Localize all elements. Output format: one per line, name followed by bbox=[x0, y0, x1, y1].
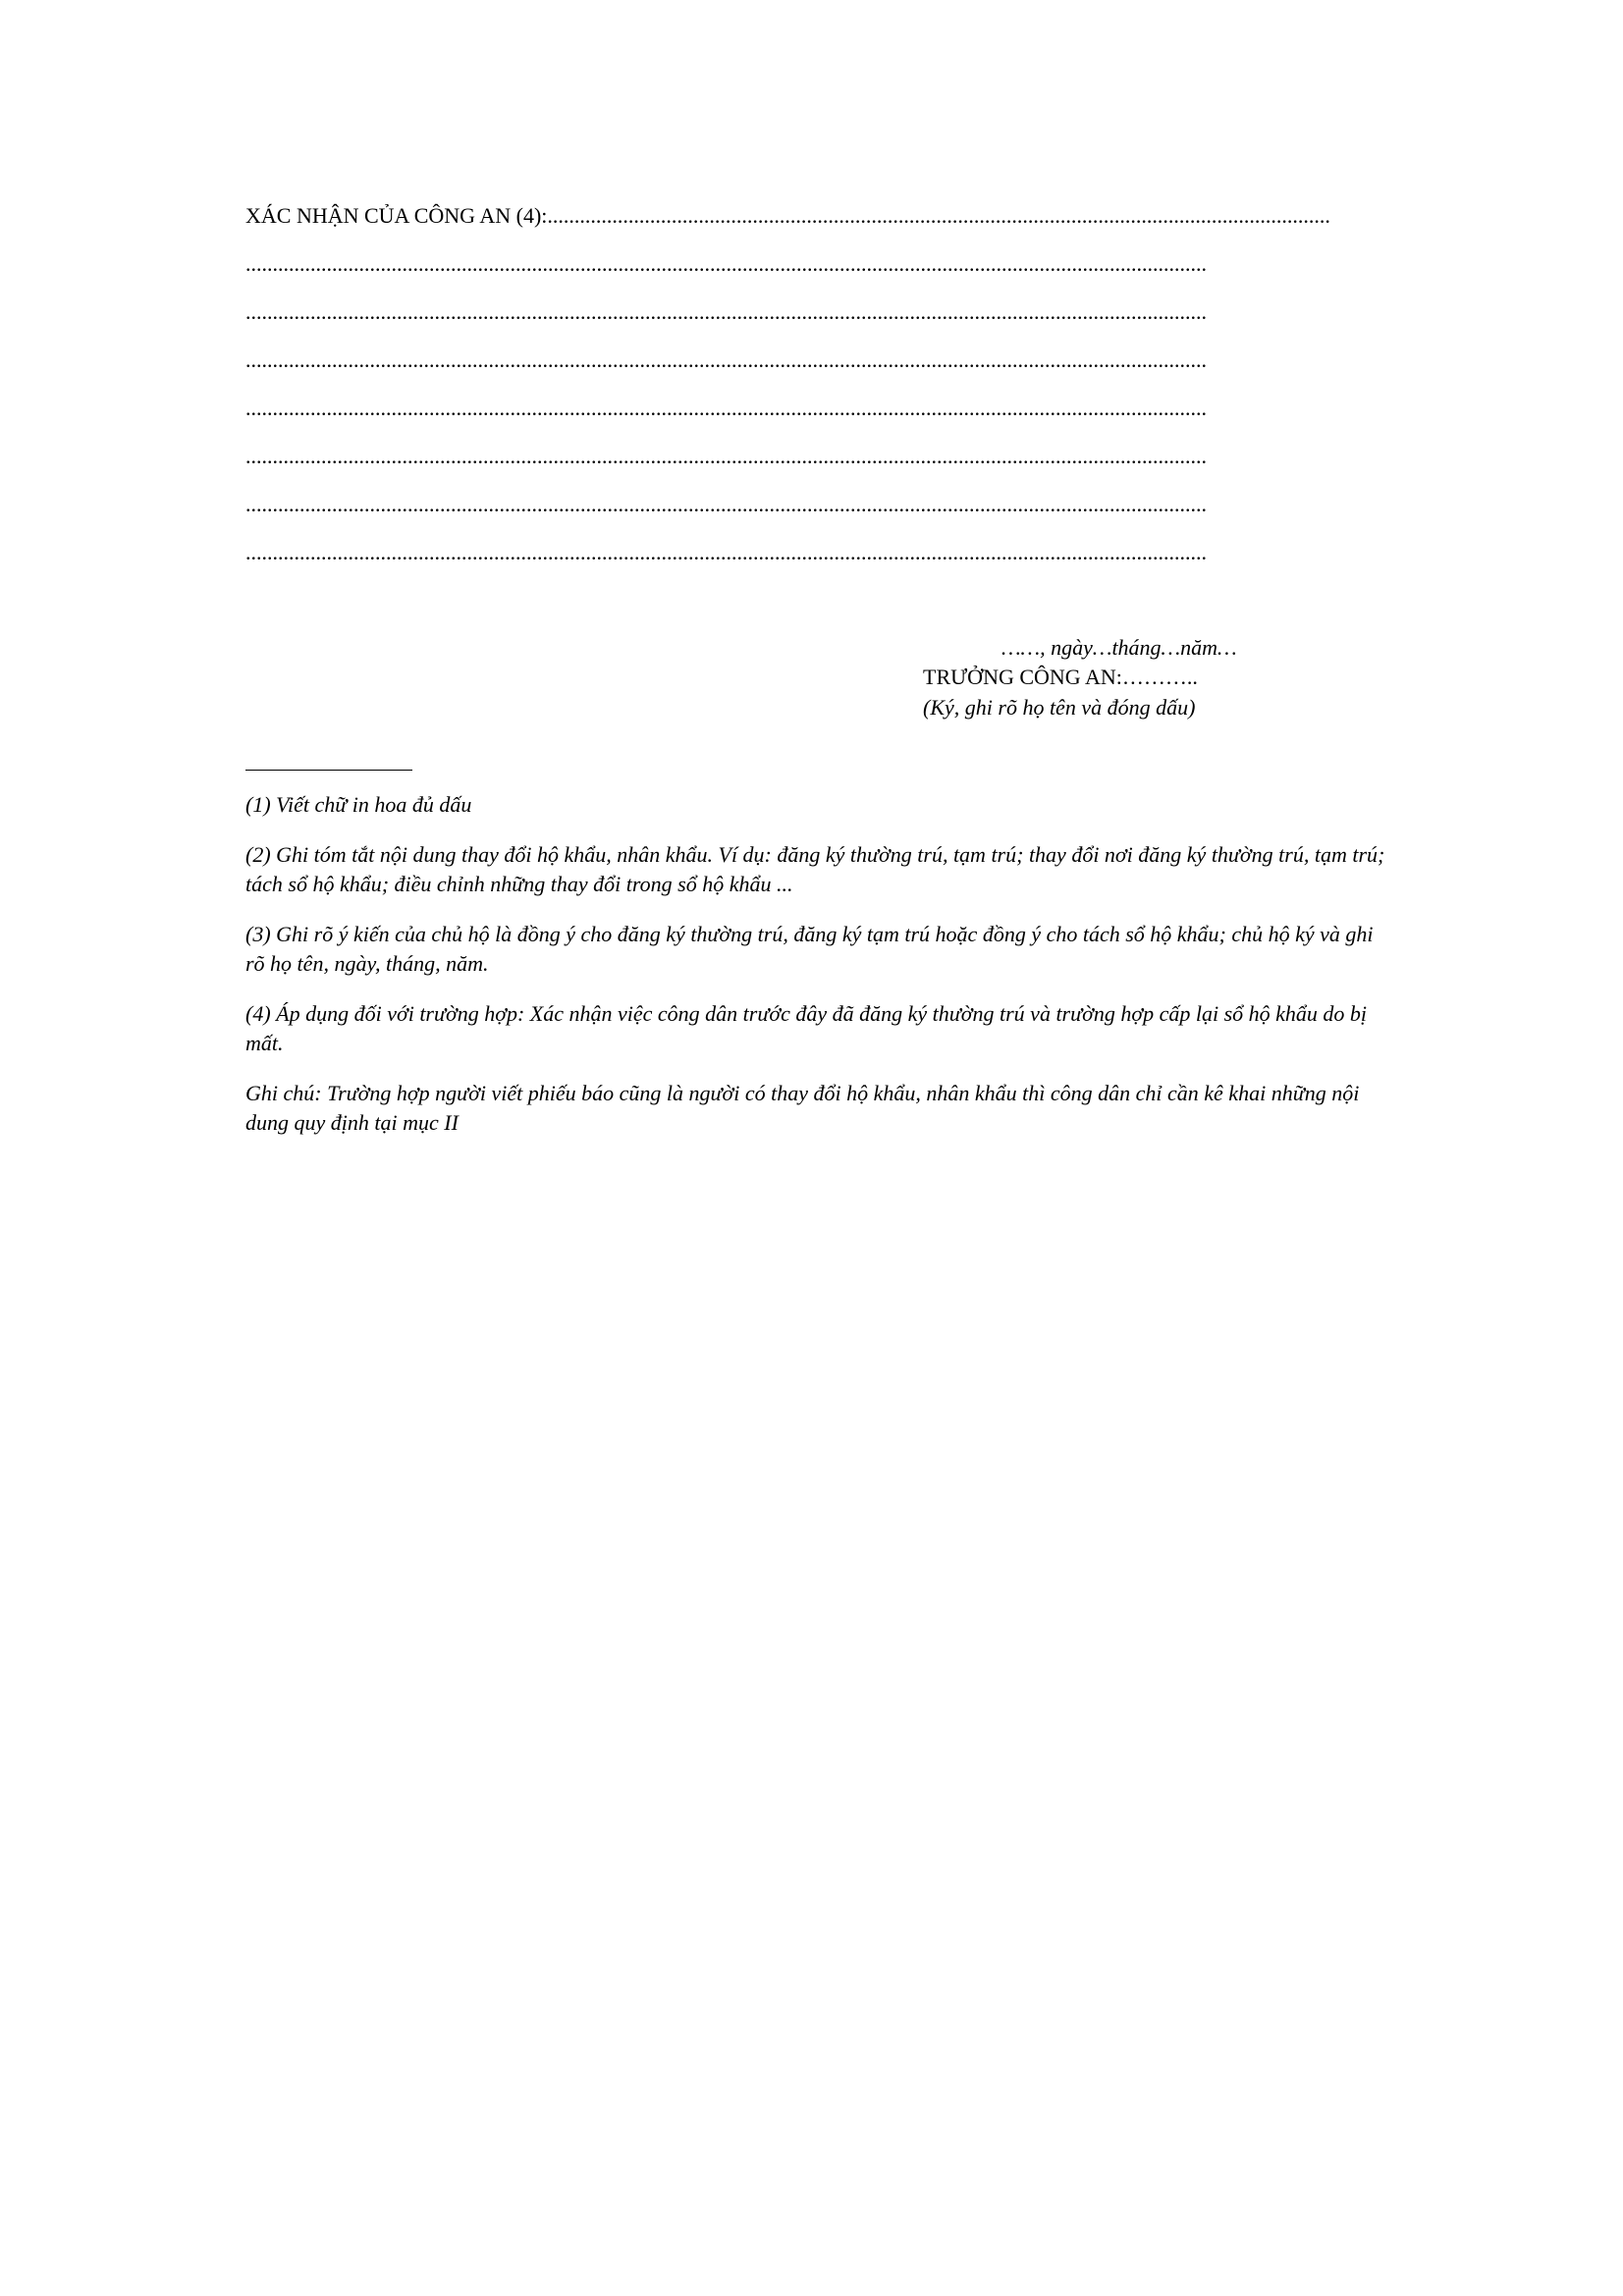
footnote-4: (4) Áp dụng đối với trường hợp: Xác nhận việc công dân trước đây đã đăng ký thường trú và trường hợp cấp lại sổ hộ khẩu do bị mất. bbox=[245, 1001, 1368, 1055]
footnote-divider bbox=[245, 770, 412, 771]
dot-line: .................................................................................................................................................................................. bbox=[245, 251, 1207, 276]
signature-title: TRƯỞNG CÔNG AN:……….. bbox=[923, 665, 1198, 689]
dot-line: .................................................................................................................................................................................. bbox=[245, 396, 1207, 420]
footnote-note: Ghi chú: Trường hợp người viết phiếu báo cũng là người có thay đổi hộ khẩu, nhân khẩu thì công dân chỉ cần kê khai những nội dung quy định tại mục II bbox=[245, 1081, 1360, 1135]
footnote-3: (3) Ghi rõ ý kiến của chủ hộ là đồng ý cho đăng ký thường trú, đăng ký tạm trú hoặc đồng ý cho tách sổ hộ khẩu; chủ hộ ký và ghi rõ họ tên, ngày, tháng, năm. bbox=[245, 922, 1374, 976]
footnote-2: (2) Ghi tóm tắt nội dung thay đổi hộ khẩu, nhân khẩu. Ví dụ: đăng ký thường trú, tạm trú; thay đổi nơi đăng ký thường trú, tạm trú; tách sổ hộ khẩu; điều chỉnh những thay đổi trong sổ hộ khẩu ... bbox=[245, 842, 1385, 896]
dot-line: .................................................................................................................................................................................. bbox=[245, 540, 1207, 564]
signature-instruction: (Ký, ghi rõ họ tên và đóng dấu) bbox=[923, 695, 1196, 720]
confirmation-label: XÁC NHẬN CỦA CÔNG AN (4): bbox=[245, 203, 548, 228]
footnote-1: (1) Viết chữ in hoa đủ dấu bbox=[245, 792, 472, 817]
dot-line: .................................................................................................................................................................................. bbox=[245, 347, 1207, 372]
confirmation-dots: ................................................................................................................................................. bbox=[547, 203, 1330, 228]
confirmation-line bbox=[245, 199, 1530, 233]
dot-line: .................................................................................................................................................................................. bbox=[245, 492, 1207, 516]
dot-line: .................................................................................................................................................................................. bbox=[245, 444, 1207, 468]
dot-line: .................................................................................................................................................................................. bbox=[245, 299, 1207, 324]
signature-date: ……, ngày…tháng…năm… bbox=[1001, 635, 1237, 660]
